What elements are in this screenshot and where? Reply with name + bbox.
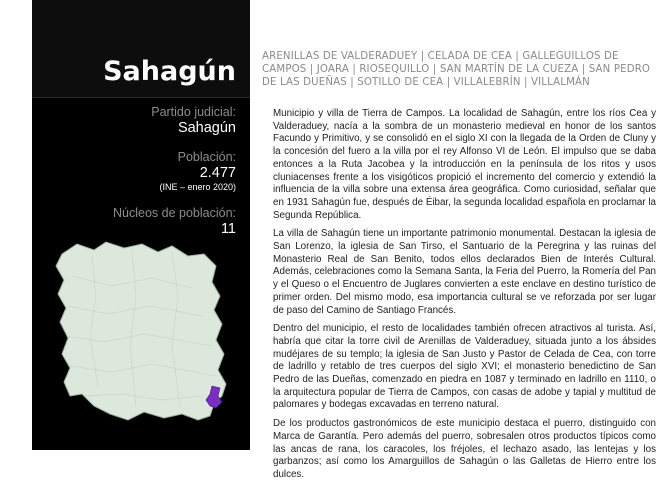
paragraph: De los productos gastronómicos de este municipio destaca el puerro, distinguido con Marca de Garantía. Pero además del puerro, sobresalen otros productos típicos como las ancas de rana, los caracoles, los fréjoles, el lechazo asado, las lentejas y los garbanzos; así como los Amarguillos de Sahagún o las Galletas de Hierro entre los dulces. [273,418,656,480]
localities-list: ARENILLAS DE VALDERADUEY | CELADA DE CEA | GALLEGUILLOS DE CAMPOS | JOARA | RIOSEQUILLO | SAN MARTÍN DE LA CUEZA | SAN PEDRO DE LAS DUEÑAS | SOTILLO DE CEA | VILLALEBRÍN | VILLALMÁN [262,51,651,89]
judicial-value: Sahagún [177,120,236,136]
body-text [273,108,656,488]
page-title: Sahagún [103,56,236,87]
population-label: Población: [177,150,236,164]
nuclei-label: Núcleos de población: [113,206,236,220]
population-note: (INE – enero 2020) [159,182,236,192]
province-outline [56,242,226,420]
population-group [32,150,236,193]
left-panel [32,0,250,450]
judicial-label: Partido judicial: [151,105,236,119]
paragraph: La villa de Sahagún tiene un importante patrimonio monumental. Destacan la iglesia de San Lorenzo, la iglesia de San Tirso, el Santuario de la Peregrina y las ruinas del Monasterio Real de San Benito, todos ellos declarados Bien de Interés Cultural. Además, celebraciones como la Semana Santa, la Feria del Puerro, la Romería del Pan y el Queso o el Encuentro de Juglares convierten a este enclave en destino turístico de primer orden. Del mismo modo, esa importancia cultural se ve reforzada por ser lugar de paso del Camino de Santiago Francés. [273,228,656,316]
nuclei-value: 11 [220,221,236,237]
paragraph: Municipio y villa de Tierra de Campos. La localidad de Sahagún, entre los ríos Cea y Valderaduey, nacía a la sombra de un monasterio medieval en honor de los santos Facundo y Primitivo, y se consolidó en el siglo XI con la llegada de la Orden de Cluny y la concesión del fuero a la villa por el rey Alfonso VI de León. El impulso que se daba entonces a la Ruta Jacobea y la introducción en la península de los ritos y usos cluniacenses frente a los visigóticos propició el incremento del comercio y extendió la influencia de la villa sobre una extensa área geográfica. Como curiosidad, señalar que en 1931 Sahagún fue, después de Éibar, la segunda localidad española en proclamar la Segunda República. [273,108,656,221]
judicial-group [32,105,236,137]
stats-block [32,105,236,238]
paragraph: Dentro del municipio, el resto de localidades también ofrecen atractivos al turista. Así, habría que citar la torre civil de Arenillas de Valderaduey, situada junto a los ábsides mudéjares de su templo; la iglesia de San Justo y Pastor de Celada de Cea, con torre de ladrillo y retablo de tres cuerpos del siglo XVI; el monasterio benedictino de San Pedro de las Dueñas, comenzado en piedra en 1087 y terminado en ladrillo en 1110, o la arquitectura popular de Tierra de Campos, con casas de adobe y tapial y multitud de palomares y bodegas excavadas en terreno natural. [273,323,656,411]
divider [32,97,250,98]
nuclei-group [32,206,236,238]
population-value: 2.477 [199,165,236,181]
province-map [32,236,250,450]
